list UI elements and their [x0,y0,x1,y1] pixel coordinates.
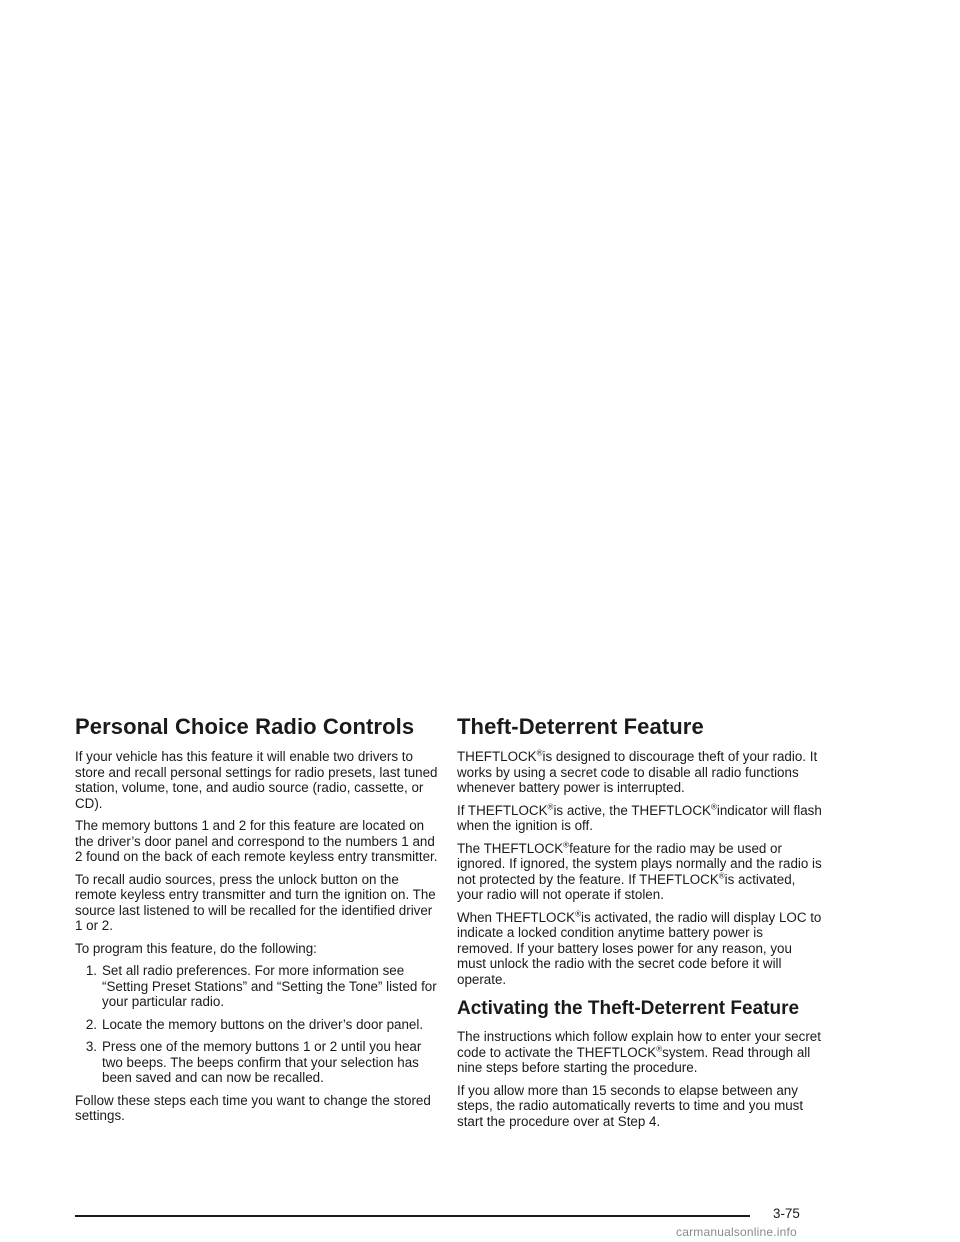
registered-mark: ® [710,802,717,812]
right-column [457,713,822,1136]
registered-mark: ® [536,748,543,758]
brand-name: THEFTLOCK [631,802,711,818]
text: The instructions which follow explain how to enter your secret code to activate the [457,1029,821,1060]
registered-mark: ® [718,871,725,881]
registered-mark: ® [656,1044,663,1054]
paragraph: If your vehicle has this feature it will enable two drivers to store and recall personal settings for radio presets, last tuned station, volume, tone, and audio source (radio, cassette, or CD). [75,749,438,811]
text: is designed to discourage theft of your radio. It works by using a secret code to disable all radio functions whenever battery power is interrupted. [457,749,818,795]
text: If [457,802,468,818]
registered-mark: ® [575,909,581,919]
step-number: 2. [85,1016,97,1032]
step-number: 1. [85,963,97,978]
text: feature for the radio may be used or ignored. If ignored, the system plays normally and the radio is not protected by the feature. If [457,840,822,887]
step-text: Press one of the memory buttons 1 or 2 until you hear two beeps. The beeps confirm that your selection has been saved and can now be recalled. [102,1039,422,1085]
registered-mark: ® [547,802,554,812]
brand-name: THEFTLOCK [495,909,576,925]
paragraph: To recall audio sources, press the unlock button on the remote keyless entry transmitter and turn the ignition on. The source last listened to will be recalled for the identified driver 1 or 2. [75,871,436,933]
paragraph [457,749,822,796]
brand-name: THEFTLOCK [576,1044,657,1060]
list-item [75,1017,440,1033]
brand-name: THEFTLOCK [457,749,537,764]
text: is activated, your radio will not operate if stolen. [457,871,796,902]
paragraph: If you allow more than 15 seconds to elapse between any steps, the radio automatically reverts to time and you must start the procedure over at Step 4. [457,1082,804,1129]
left-column [75,713,440,1131]
paragraph: To program this feature, do the following: [75,940,317,956]
closing-paragraph: Follow these steps each time you want to change the stored settings. [75,1092,431,1123]
paragraph [457,910,822,988]
program-steps-list [75,963,440,1086]
text: The [457,840,484,856]
text: When [457,909,496,925]
list-item [75,963,440,1010]
step-text: Locate the memory buttons on the driver’s door panel. [102,1016,424,1032]
section-heading-theft-deterrent: Theft-Deterrent Feature [457,714,704,739]
brand-name: THEFTLOCK [467,802,548,818]
paragraph [457,1029,822,1076]
text: is active, the [553,802,632,818]
brand-name: THEFTLOCK [639,871,719,887]
text: indicator will flash when the ignition is off. [457,802,822,833]
step-text: Set all radio preferences. For more information see “Setting Preset Stations” and “Setting the Tone” listed for your particular radio. [102,963,437,1009]
watermark-text: carmanualsonline.info [676,1225,797,1239]
section-heading-personal-choice: Personal Choice Radio Controls [75,714,415,739]
page-number: 3-75 [773,1206,800,1221]
paragraph [457,841,822,903]
list-item [75,1039,440,1086]
step-number: 3. [85,1039,97,1054]
registered-mark: ® [563,840,570,850]
subsection-heading-activating: Activating the Theft-Deterrent Feature [457,998,800,1019]
brand-name: THEFTLOCK [483,840,564,856]
paragraph: The memory buttons 1 and 2 for this feature are located on the driver’s door panel and correspond to the numbers 1 and 2 found on the back of each remote keyless entry transmitter. [75,818,438,864]
text: is activated, the radio will display LOC to indicate a locked condition anytime battery power is removed. If your battery loses power for any reason, you must unlock the radio with the secret code before it will operate. [457,909,822,987]
footer-rule [75,1215,750,1217]
text: system. Read through all nine steps before starting the procedure. [457,1044,811,1075]
paragraph [457,803,822,834]
